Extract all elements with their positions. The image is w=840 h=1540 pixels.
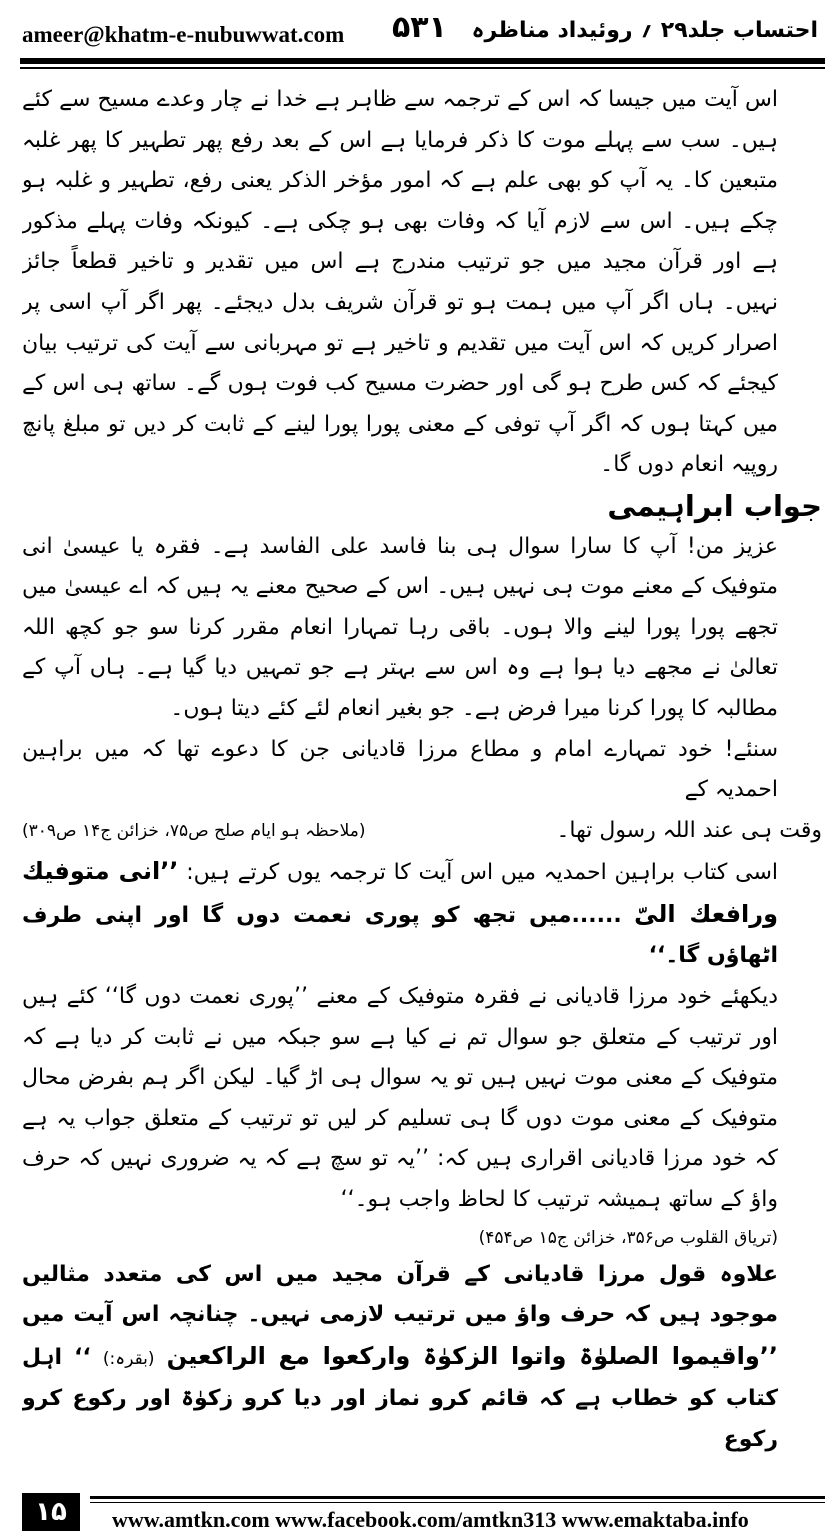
paragraph-4-intro: اسی کتاب براہین احمدیہ میں اس آیت کا ترجمہ یوں کرتے ہیں: <box>186 860 779 886</box>
paragraph-3-end: وقت ہی عند اللہ رسول تھا۔ <box>556 817 822 843</box>
paragraph-5: دیکھئے خود مرزا قادیانی نے فقرہ متوفیک کے معنے ’’پوری نعمت دوں گا‘‘ کئے ہیں اور ترتیب کے متعلق جو سوال تم نے کیا ہے سو جبکہ میں نے ثابت کر دیا ہے کہ متوفیک کے معنی موت نہیں ہیں تو یہ سوال ہی اڑ گیا۔ لیکن اگر ہم بفرض محال متوفیک کے معنی موت دوں گا ہی تسلیم کر لیں تو ترتیب کے متعلق جواب یہ ہے کہ خود مرزا قادیانی اقراری ہیں کہ: ’’یہ تو سچ ہے کہ یہ ضروری نہیں کہ حرف واؤ کے ساتھ ہمیشہ ترتیب کا لحاظ واجب ہو۔‘‘ <box>22 984 778 1213</box>
paragraph-2: عزیز من! آپ کا سارا سوال ہی بنا فاسد علی الفاسد ہے۔ فقرہ یا عیسیٰ انی متوفیک کے معنے موت ہی نہیں ہیں۔ اس کے صحیح معنے یہ ہیں کہ اے عیسیٰ میں تجھے پورا پورا لینے والا ہوں۔ باقی رہا تمہارا انعام مقرر کرنا سو جو کچھ اللہ تعالیٰ نے مجھے دیا ہوا ہے وہ اس سے بہتر ہے جو تمہیں دیا گیا ہے۔ ہاں آپ کے مطالبہ کا پورا کرنا میرا فرض ہے۔ جو بغیر انعام لئے کئے دیتا ہوں۔ <box>22 533 779 721</box>
header-page-number: ۵۳۱ <box>392 10 447 45</box>
footer-websites: www.amtkn.com www.facebook.com/amtkn313 www.emaktaba.info <box>112 1507 749 1532</box>
paragraph-6 <box>22 1255 822 1461</box>
section-heading: جواب ابراہیمی <box>607 488 822 523</box>
quranic-verse-2: ’’واقیموا الصلوٰۃ واتوا الزکوٰۃ وارکعوا مع الراکعین <box>166 1341 778 1370</box>
paragraph-6-intro: علاوہ قول مرزا قادیانی کے قرآن مجید میں اس کی متعدد مثالیں موجود ہیں کہ حرف واؤ میں ترتیب لازمی نہیں۔ چنانچہ اس آیت میں <box>22 1261 778 1328</box>
paragraph-4-translation: ......میں تجھ کو پوری نعمت دوں گا اور اپنی طرف اٹھاؤں گا۔‘‘ <box>22 902 778 969</box>
paragraph-3: سنئے! خود تمہارے امام و مطاع مرزا قادیانی جن کا دعوے تھا کہ میں براہین احمدیہ کے <box>22 736 778 803</box>
quranic-verse-1: ’’انی متوفیك ورافعك الیّ <box>22 857 778 928</box>
citation-2: (تریاق القلوب ص۳۵۶، خزائن ج۱۵ ص۴۵۴) <box>478 1227 778 1248</box>
citation-1: (ملاحظہ ہو ایام صلح ص۷۵، خزائن ج۱۴ ص۳۰۹) <box>22 820 366 841</box>
paragraph-6-translation: ‘‘ اہل کتاب کو خطاب ہے کہ قائم کرو نماز اور دیا کرو زکوٰۃ اور رکوع کرو رکوع <box>22 1344 778 1452</box>
header-rule-thick <box>20 58 825 64</box>
footer-rule-thick <box>90 1496 825 1499</box>
paragraph-3-end-line <box>22 811 822 852</box>
header-email: ameer@khatm-e-nubuwwat.com <box>22 22 345 47</box>
page-body <box>22 80 822 1468</box>
page-footer <box>0 1490 840 1540</box>
page-header <box>0 0 840 62</box>
footer-page-box: ۱۵ <box>22 1493 80 1531</box>
paragraph-4 <box>22 851 822 977</box>
verse-reference: (بقرہ:) <box>102 1348 155 1369</box>
header-rule-thin <box>20 67 825 69</box>
footer-rule-thin <box>90 1502 825 1503</box>
paragraph-1: اس آیت میں جیسا کہ اس کے ترجمہ سے ظاہر ہے خدا نے چار وعدے مسیح سے کئے ہیں۔ سب سے پہلے موت کا ذکر فرمایا ہے اس کے بعد رفع پھر تطہیر کا پھر غلبہ متبعین کا۔ یہ آپ کو بھی علم ہے کہ امور مؤخر الذکر یعنی رفع، تطہیر و غلبہ ہو چکے ہیں۔ اس سے لازم آیا کہ وفات بھی ہو چکی ہے۔ کیونکہ وفات پہلے مذکور ہے اور قرآن مجید میں جو ترتیب مندرج ہے اس میں تقدیر و تاخیر قطعاً جائز نہیں۔ ہاں اگر آپ میں ہمت ہو تو قرآن شریف بدل دیجئے۔ پھر اگر آپ اسی پر اصرار کریں کہ اس آیت میں تقدیم و تاخیر ہے تو مہربانی سے آیت کی ترتیب بیان کیجئے کہ کس طرح ہو گی اور حضرت مسیح کب فوت ہوں گے۔ ساتھ ہی اس کے میں کہتا ہوں کہ اگر آپ توفی کے معنی پورا پورا لینے کے ثابت کر دیں تو مبلغ پانچ روپیہ انعام دوں گا۔ <box>22 87 778 478</box>
header-running-title: احتساب جلد۲۹ ؍ روئیداد مناظرہ <box>471 18 818 43</box>
